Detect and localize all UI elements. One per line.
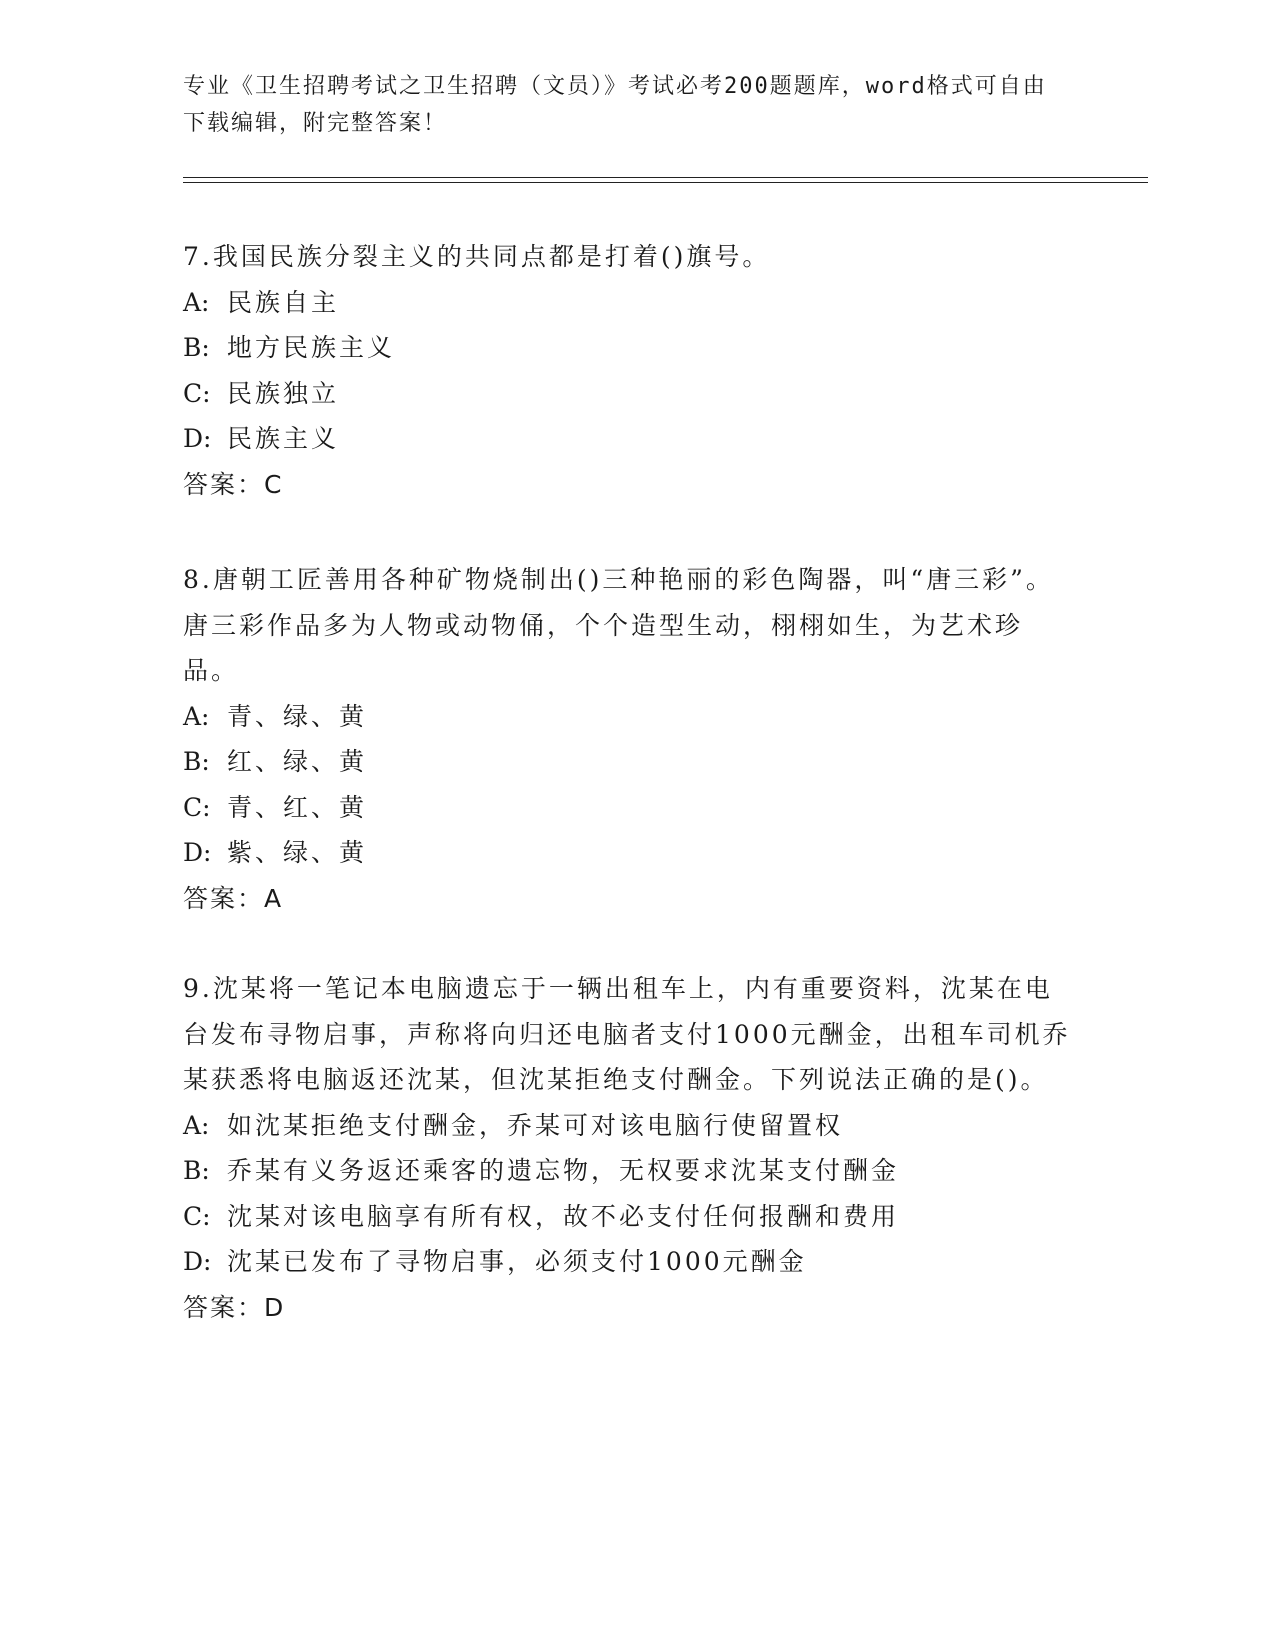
question-7 xyxy=(183,234,1073,507)
option-label: D: xyxy=(183,838,212,867)
option-label: B: xyxy=(183,333,210,362)
option-b xyxy=(183,1148,1073,1194)
option-label: B: xyxy=(183,1156,210,1185)
option-label: C: xyxy=(183,378,211,408)
option-text: 沈某对该电脑享有所有权，故不必支付任何报酬和费用 xyxy=(227,1201,900,1231)
question-stem: 9.沈某将一笔记本电脑遗忘于一辆出租车上，内有重要资料，沈某在电台发布寻物启事，声称将向归还电脑者支付1000元酬金，出租车司机乔某获悉将电脑返还沈某，但沈某拒绝支付酬金。下列说法正确的是()。 xyxy=(183,974,1071,1094)
header-title: 专业《卫生招聘考试之卫生招聘（文员）》考试必考200题题库，word格式可自由下载编辑，附完整答案！ xyxy=(183,74,1047,136)
option-a xyxy=(183,280,1073,326)
option-text: 青、红、黄 xyxy=(227,792,368,822)
answer: 答案：D xyxy=(183,1292,286,1322)
option-a xyxy=(183,1103,1073,1149)
question-stem: 8.唐朝工匠善用各种矿物烧制出()三种艳丽的彩色陶器，叫“唐三彩”。唐三彩作品多为人物或动物俑，个个造型生动，栩栩如生，为艺术珍品。 xyxy=(183,565,1054,685)
option-d xyxy=(183,416,1073,462)
option-c xyxy=(183,371,1073,417)
document-header xyxy=(183,68,1063,142)
option-d xyxy=(183,830,1073,876)
header-divider-bottom xyxy=(183,182,1148,183)
question-9 xyxy=(183,966,1073,1330)
option-text: 地方民族主义 xyxy=(227,333,396,362)
question-stem: 7.我国民族分裂主义的共同点都是打着()旗号。 xyxy=(183,242,771,271)
option-b xyxy=(183,739,1073,785)
option-text: 如沈某拒绝支付酬金，乔某可对该电脑行使留置权 xyxy=(227,1110,844,1140)
option-text: 乔某有义务返还乘客的遗忘物，无权要求沈某支付酬金 xyxy=(227,1156,900,1185)
option-d xyxy=(183,1239,1073,1285)
option-c xyxy=(183,1194,1073,1240)
option-text: 沈某已发布了寻物启事，必须支付1000元酬金 xyxy=(227,1247,807,1276)
option-text: 民族自主 xyxy=(227,287,340,317)
answer: 答案：C xyxy=(183,469,284,499)
option-label: D: xyxy=(183,1247,212,1276)
option-text: 民族独立 xyxy=(227,378,340,408)
option-label: A: xyxy=(183,287,210,317)
option-label: A: xyxy=(183,1110,210,1140)
option-text: 青、绿、黄 xyxy=(227,701,368,731)
question-8 xyxy=(183,557,1073,921)
option-label: C: xyxy=(183,1201,211,1231)
option-text: 红、绿、黄 xyxy=(227,747,368,776)
option-text: 民族主义 xyxy=(227,424,340,453)
option-label: C: xyxy=(183,792,211,822)
answer: 答案：A xyxy=(183,883,284,913)
option-label: D: xyxy=(183,424,212,453)
option-a xyxy=(183,694,1073,740)
option-c xyxy=(183,785,1073,831)
option-text: 紫、绿、黄 xyxy=(227,838,368,867)
option-label: B: xyxy=(183,747,210,776)
option-b xyxy=(183,325,1073,371)
option-label: A: xyxy=(183,701,210,731)
header-divider-top xyxy=(183,177,1148,178)
